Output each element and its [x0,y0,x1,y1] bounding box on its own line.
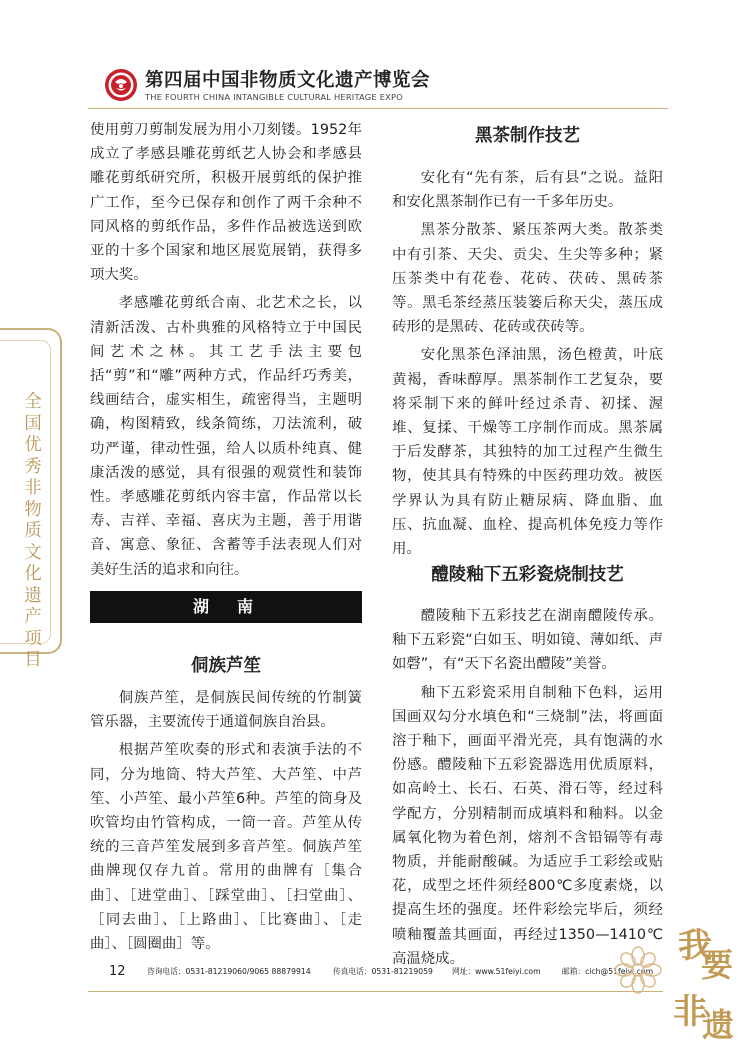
paragraph: 黑茶分散茶、紧压茶两大类。散茶类中有引茶、天尖、贡尖、生尖等多种；紧压茶类中有花卷、花砖、茯砖、黑砖茶等。黑毛茶经蒸压装篓后称天尖，蒸压成砖形的是黑砖、花砖或茯砖等。 [392,222,663,336]
left-column-top [90,118,362,586]
right-column-top [392,166,663,565]
page-number: 12 [109,964,126,979]
watermark-char: 我 [678,926,712,966]
section-title-dark-tea: 黑茶制作技艺 [475,126,580,146]
header-title-cn: 第四届中国非物质文化遗产博览会 [145,70,431,91]
watermark-char: 非 [673,992,707,1032]
section-title-liling-porcelain: 醴陵釉下五彩瓷烧制技艺 [431,565,624,585]
flower-watermark-icon [612,944,664,996]
paragraph: 醴陵釉下五彩技艺在湖南醴陵传承。釉下五彩瓷“白如玉、明如镜、薄如纸、声如磬”，有“天下名瓷出醴陵”美誉。 [392,608,663,673]
paragraph: 安化有“先有茶，后有县”之说。益阳和安化黑茶制作已有一千多年历史。 [392,170,663,211]
footer-email: 邮箱：cich@51feiyi.com [562,967,654,976]
right-column-bottom [392,604,663,975]
section-title-dong-lusheng: 侗族芦笙 [191,656,261,676]
footer-website: 网址：www.51feiyi.com [452,967,541,976]
side-tab-label: 全国优秀非物质文化遗产项目 [24,392,42,670]
footer-phone: 咨询电话：0531-81219060/9065 88879914 [147,967,311,976]
header-divider [88,108,668,109]
paragraph: 釉下五彩瓷采用自制釉下色料，运用国画双勾分水填色和“三烧制”法，将画面溶于釉下，画面平滑光亮，具有饱满的水份感。醴陵釉下五彩瓷器选用优质原料，如高岭土、长石、石英、滑石等，经过科学配方，分别精制而成填料和釉料。以金属氧化物为着色剂，熔剂不含铅镉等有毒物质，并能耐酸碱。为适应手工彩绘或贴花，成型之坯件须经800℃多度素烧，以提高生坯的强度。坯件彩绘完毕后，须经喷釉覆盖其画面，再经过1350—1410℃高温烧成。 [392,684,663,967]
left-column-bottom [90,686,362,960]
watermark-char: 要 [701,946,734,984]
region-heading-bar: 湖 南 [90,591,362,623]
paragraph: 根据芦笙吹奏的形式和表演手法的不同，分为地筒、特大芦笙、大芦笙、中芦笙、小芦笙、最小芦笙6种。芦笙的筒身及吹管均由竹管构成，一筒一音。芦笙从传统的三音芦笙发展到多音芦笙。侗族芦笙曲牌现仅存九首。常用的曲牌有［集合曲］、［进堂曲］、［踩堂曲］、［扫堂曲］、［同去曲］、［上路曲］、［比赛曲］、［走曲］、［圆圈曲］等。 [90,742,362,953]
footer-divider [88,991,663,992]
paragraph: 侗族芦笙，是侗族民间传统的竹制簧管乐器，主要流传于通道侗族自治县。 [90,690,362,731]
paragraph: 孝感雕花剪纸合南、北艺术之长，以清新活泼、古朴典雅的风格特立于中国民间艺术之林。其工艺手法主要包括“剪”和“雕”两种方式，作品纤巧秀美，线画结合，虚实相生，疏密得当，主题明确，构图精致，线条简练，刀法流利，破功严谨，律动性强，给人以质朴纯真、健康活泼的感觉，具有很强的观赏性和装饰性。孝感雕花剪纸内容丰富，作品常以长寿、吉祥、幸福、喜庆为主题，善于用谐音、寓意、象征、含蓄等手法表现人们对美好生活的追求和向往。 [90,295,362,578]
footer-fax: 传真电话：0531-81219059 [333,967,433,976]
header-title-en: THE FOURTH CHINA INTANGIBLE CULTURAL HERITAGE EXPO [145,92,403,102]
paragraph: 使用剪刀剪制发展为用小刀刻镂。1952年成立了孝感县雕花剪纸艺人协会和孝感县雕花剪纸研究所，积极开展剪纸的保护推广工作，至今已保存和创作了两千余种不同风格的剪纸作品，多件作品被选送到欧亚的十多个国家和地区展览展销，获得多项大奖。 [90,122,362,284]
expo-logo-icon [104,68,138,102]
paragraph: 安化黑茶色泽油黑，汤色橙黄，叶底黄褐，香味醇厚。黑茶制作工艺复杂，要将采制下来的鲜叶经过杀青、初揉、渥堆、复揉、干燥等工序制作而成。黑茶属于后发酵茶，其独特的加工过程产生微生物，使其具有特殊的中医药理功效。被医学界认为具有防止糖尿病、降血脂、血压、抗血凝、血栓、提高机体免疫力等作用。 [392,347,663,558]
watermark-char: 遗 [702,1006,735,1044]
